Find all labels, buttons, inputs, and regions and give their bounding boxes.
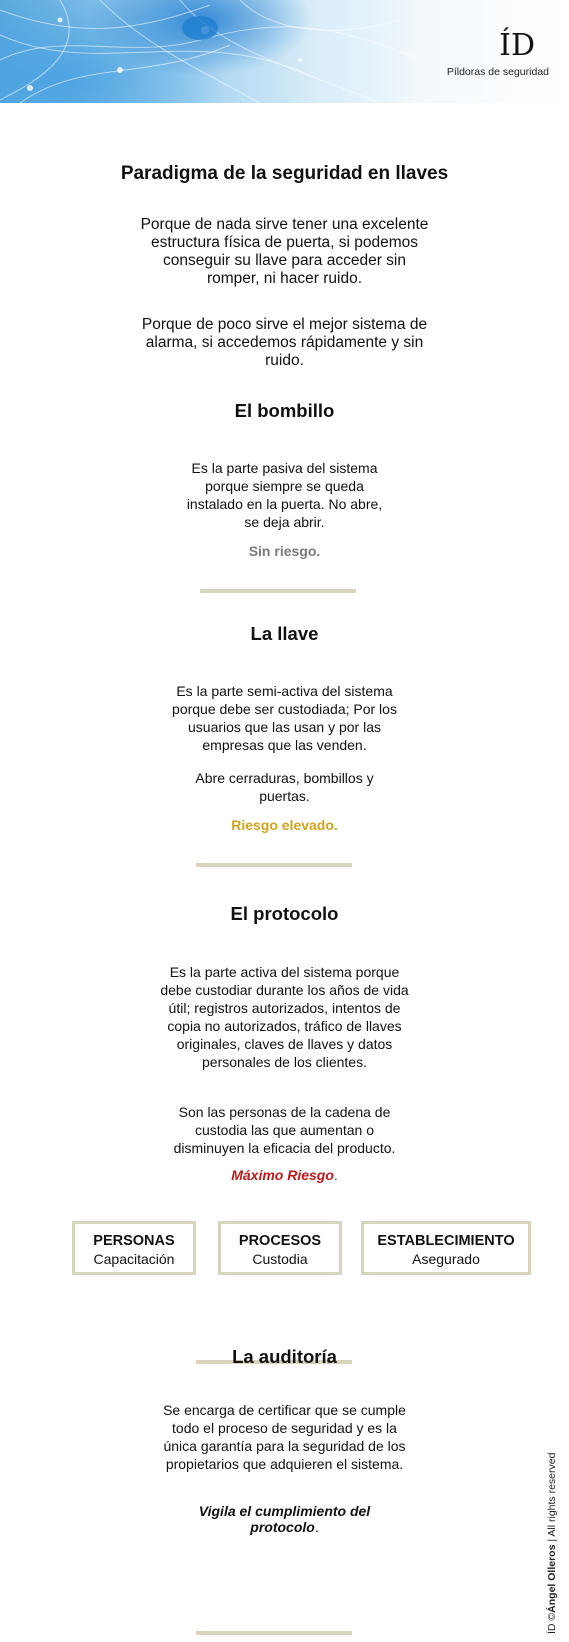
- section-text-llave: Es la parte semi-activa del sistema porque debe ser custodiada; Por los usuarios que las usan y por las empresas que las venden.: [172, 683, 397, 753]
- page-title: Paradigma de la seguridad en llaves: [120, 163, 449, 184]
- box-title: PROCESOS: [238, 1233, 322, 1249]
- section-title-protocolo: El protocolo: [230, 903, 339, 924]
- intro-paragraph-2: Porque de poco sirve el mejor sistema de alarma, si accedemos rápidamente y sin ruido.: [141, 316, 428, 369]
- risk-label-auditoria: [185, 1503, 385, 1535]
- section-title-llave: La llave: [250, 623, 319, 644]
- section-text-protocolo-2: Son las personas de la cadena de custodia las que aumentan o disminuyen la eficacia del producto.: [173, 1104, 396, 1156]
- copyright-name: Ángel Olleros: [546, 1544, 558, 1613]
- box-procesos: [218, 1221, 342, 1275]
- intro-paragraph-1: Porque de nada sirve tener una excelente estructura física de puerta, si podemos conseguir su llave para acceder sin romper, ni hacer ruido.: [140, 216, 429, 287]
- section-text-bombillo: Es la parte pasiva del sistema porque siempre se queda instalado en la puerta. No abre, se deja abrir.: [186, 460, 383, 530]
- box-establecimiento: [361, 1221, 531, 1275]
- logo-mark: ÍD: [499, 28, 535, 63]
- section-title-bombillo: El bombillo: [234, 400, 335, 421]
- copyright-suffix: | All rights reserved: [546, 1452, 558, 1545]
- box-subtitle: Capacitación: [93, 1251, 175, 1267]
- box-subtitle: Custodia: [252, 1251, 308, 1267]
- section-divider: [196, 863, 352, 867]
- risk-label-bombillo: Sin riesgo.: [248, 543, 321, 559]
- brand-logo: [429, 30, 549, 78]
- risk-label-llave: Riesgo elevado.: [231, 817, 338, 833]
- section-text-auditoria: Se encarga de certificar que se cumple todo el proceso de seguridad y es la única garantía para la seguridad de los propietarios que adquieren el sistema.: [163, 1402, 406, 1472]
- section-divider: [196, 1631, 352, 1635]
- risk-text-auditoria: Vigila el cumplimiento del protocolo: [198, 1503, 371, 1535]
- risk-period-protocolo: .: [333, 1167, 338, 1183]
- section-text-protocolo: Es la parte activa del sistema porque debe custodiar durante los años de vida útil; registros autorizados, intentos de copia no autorizados, tráfico de llaves originales, claves de llaves y datos personales de los clientes.: [160, 964, 409, 1070]
- risk-label-protocolo: [0, 1167, 569, 1183]
- section-divider: [200, 589, 356, 593]
- section-title-auditoria: La auditoría: [232, 1346, 337, 1367]
- box-subtitle: Asegurado: [412, 1251, 480, 1267]
- box-title: PERSONAS: [93, 1233, 175, 1249]
- risk-text-protocolo: Máximo Riesgo: [231, 1167, 334, 1183]
- copyright-prefix: ÍD ©: [546, 1612, 558, 1634]
- risk-period-auditoria: .: [314, 1519, 319, 1535]
- copyright-notice: [546, 1453, 558, 1634]
- logo-caption: Píldoras de seguridad: [446, 66, 549, 78]
- box-title: ESTABLECIMIENTO: [377, 1233, 515, 1249]
- box-personas: [72, 1221, 196, 1275]
- header-banner: [0, 0, 569, 103]
- section-text-llave-2: Abre cerraduras, bombillos y puertas.: [195, 770, 374, 804]
